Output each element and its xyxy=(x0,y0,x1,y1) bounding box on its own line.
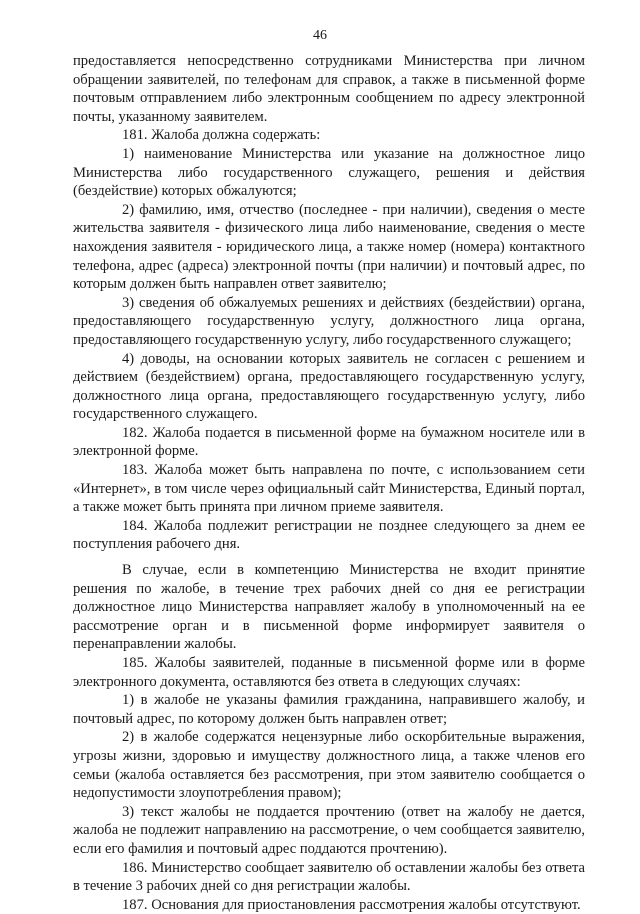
paragraph-181-item-4: 4) доводы, на основании которых заявитель не согласен с решением и действием (бездействием) органа, предоставляющего государственную услугу, должностного лица органа, предоставляющего государственную услугу, либо государственного служащего. xyxy=(73,350,585,423)
page-number: 46 xyxy=(313,28,327,43)
paragraph-continuation: предоставляется непосредственно сотрудниками Министерства при личном обращении заявителей, по телефонам для справок, а также в письменной форме почтовым отправлением либо электронным сообщением по адресу электронной почты, указанному заявителем. xyxy=(73,53,585,125)
paragraph-181-item-2: 2) фамилию, имя, отчество (последнее - при наличии), сведения о месте жительства заявителя - физического лица либо наименование, сведения о месте нахождения заявителя - юридического лица, а также номер (номера) контактного телефона, адрес (адреса) электронной почты (при наличии) и почтовый адрес, по которым должен быть направлен ответ заявителю; xyxy=(73,201,585,293)
paragraph-182: 182. Жалоба подается в письменной форме на бумажном носителе или в электронной форме. xyxy=(73,424,585,460)
paragraph-181-heading: 181. Жалоба должна содержать: xyxy=(122,127,321,144)
paragraph-185-heading: 185. Жалобы заявителей, поданные в письменной форме или в форме электронного документа, оставляются без ответа в следующих случаях: xyxy=(73,655,585,690)
document-text xyxy=(73,52,585,914)
paragraph-181-item-3: 3) сведения об обжалуемых решениях и действиях (бездействии) органа, предоставляющего государственную услугу, должностного лица органа, предоставляющего государственную услугу, либо государственного служащего; xyxy=(73,294,585,348)
paragraph-183: 183. Жалоба может быть направлена по почте, с использованием сети «Интернет», в том числе через официальный сайт Министерства, Единый портал, а также может быть принята при личном приеме заявителя. xyxy=(73,462,585,516)
paragraph-181-item-1: 1) наименование Министерства или указание на должностное лицо Министерства либо государственного служащего, решения и действия (бездействие) которых обжалуются; xyxy=(73,145,585,200)
paragraph-184-forwarding: В случае, если в компетенцию Министерства не входит принятие решения по жалобе, в течение трех рабочих дней со дня ее регистрации должностное лицо Министерства направляет жалобу в уполномоченный на ее рассмотрение орган и в письменной форме информирует заявителя о перенаправлении жалобы. xyxy=(73,562,585,653)
paragraph-185-item-2: 2) в жалобе содержатся нецензурные либо оскорбительные выражения, угрозы жизни, здоровью и имуществу должностного лица, а также членов его семьи (жалоба оставляется без рассмотрения, при этом заявителю сообщается о недопустимости злоупотребления правом); xyxy=(73,729,585,802)
paragraph-185-item-1: 1) в жалобе не указаны фамилия гражданина, направившего жалобу, и почтовый адрес, по которому должен быть направлен ответ; xyxy=(73,692,585,727)
paragraph-186: 186. Министерство сообщает заявителю об оставлении жалобы без ответа в течение 3 рабочих дней со дня регистрации жалобы. xyxy=(73,859,585,895)
paragraph-185-item-3: 3) текст жалобы не поддается прочтению (ответ на жалобу не дается, жалоба не подлежит направлению на рассмотрение, о чем сообщается заявителю, если его фамилия и почтовый адрес поддаются прочтению). xyxy=(73,803,585,857)
paragraph-187: 187. Основания для приостановления рассмотрения жалобы отсутствуют. xyxy=(122,896,581,913)
paragraph-184: 184. Жалоба подлежит регистрации не позднее следующего за днем ее поступления рабочего дня. xyxy=(73,517,585,553)
